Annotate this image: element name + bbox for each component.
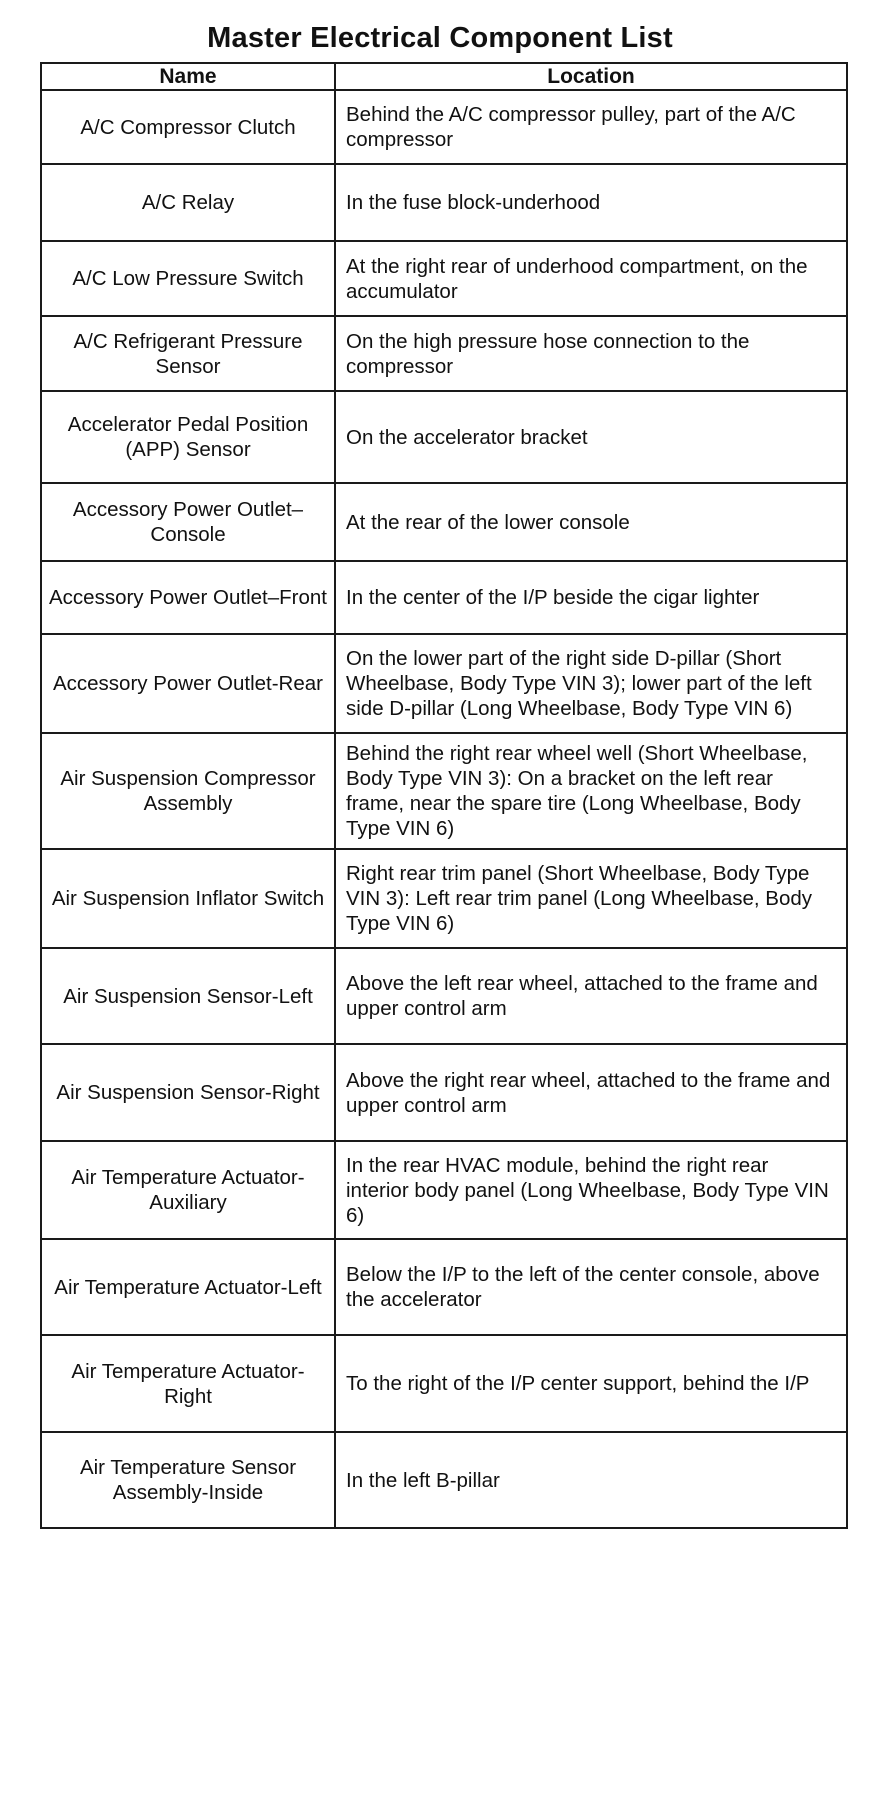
table-row — [41, 316, 847, 391]
table-row — [41, 1239, 847, 1335]
component-location: In the fuse block-underhood — [335, 164, 847, 241]
table-row — [41, 1044, 847, 1141]
component-location: To the right of the I/P center support, behind the I/P — [335, 1335, 847, 1432]
component-location: At the rear of the lower console — [335, 483, 847, 561]
component-name: Air Suspension Inflator Switch — [41, 849, 335, 948]
component-location: On the lower part of the right side D-pillar (Short Wheelbase, Body Type VIN 3); lower part of the left side D-pillar (Long Wheelbase, Body Type VIN 6) — [335, 634, 847, 733]
component-name: Air Suspension Sensor-Left — [41, 948, 335, 1044]
component-name: Accessory Power Outlet–Front — [41, 561, 335, 634]
table-row — [41, 1141, 847, 1239]
component-location: On the accelerator bracket — [335, 391, 847, 483]
component-location: Behind the right rear wheel well (Short Wheelbase, Body Type VIN 3): On a bracket on the left rear frame, near the spare tire (Long Wheelbase, Body Type VIN 6) — [335, 733, 847, 849]
component-name: A/C Compressor Clutch — [41, 90, 335, 164]
table-row — [41, 391, 847, 483]
component-name: Air Temperature Sensor Assembly-Inside — [41, 1432, 335, 1528]
component-name: Air Temperature Actuator-Right — [41, 1335, 335, 1432]
table-row — [41, 948, 847, 1044]
component-name: Air Temperature Actuator-Auxiliary — [41, 1141, 335, 1239]
component-location: At the right rear of underhood compartment, on the accumulator — [335, 241, 847, 316]
component-name: Air Suspension Sensor-Right — [41, 1044, 335, 1141]
component-location: Right rear trim panel (Short Wheelbase, Body Type VIN 3): Left rear trim panel (Long Wheelbase, Body Type VIN 6) — [335, 849, 847, 948]
table-row — [41, 849, 847, 948]
component-location: Below the I/P to the left of the center console, above the accelerator — [335, 1239, 847, 1335]
page-title: Master Electrical Component List — [207, 22, 673, 54]
component-location: Behind the A/C compressor pulley, part of the A/C compressor — [335, 90, 847, 164]
table-row — [41, 1432, 847, 1528]
component-name: Air Suspension Compressor Assembly — [41, 733, 335, 849]
component-location: On the high pressure hose connection to the compressor — [335, 316, 847, 391]
component-name: Accessory Power Outlet-Rear — [41, 634, 335, 733]
component-location: Above the right rear wheel, attached to the frame and upper control arm — [335, 1044, 847, 1141]
column-header-location: Location — [335, 63, 847, 90]
component-name: A/C Low Pressure Switch — [41, 241, 335, 316]
component-location: In the left B-pillar — [335, 1432, 847, 1528]
table-row — [41, 733, 847, 849]
component-name: A/C Refrigerant Pressure Sensor — [41, 316, 335, 391]
column-header-name: Name — [41, 63, 335, 90]
component-name: Accelerator Pedal Position (APP) Sensor — [41, 391, 335, 483]
component-location: In the center of the I/P beside the cigar lighter — [335, 561, 847, 634]
table-row — [41, 164, 847, 241]
table-row — [41, 634, 847, 733]
component-name: Accessory Power Outlet–Console — [41, 483, 335, 561]
table-row — [41, 1335, 847, 1432]
table-row — [41, 561, 847, 634]
component-table — [40, 62, 848, 1529]
table-row — [41, 483, 847, 561]
component-location: In the rear HVAC module, behind the right rear interior body panel (Long Wheelbase, Body Type VIN 6) — [335, 1141, 847, 1239]
table-row — [41, 241, 847, 316]
component-name: A/C Relay — [41, 164, 335, 241]
table-header-row — [41, 63, 847, 90]
component-name: Air Temperature Actuator-Left — [41, 1239, 335, 1335]
table-row — [41, 90, 847, 164]
component-location: Above the left rear wheel, attached to the frame and upper control arm — [335, 948, 847, 1044]
